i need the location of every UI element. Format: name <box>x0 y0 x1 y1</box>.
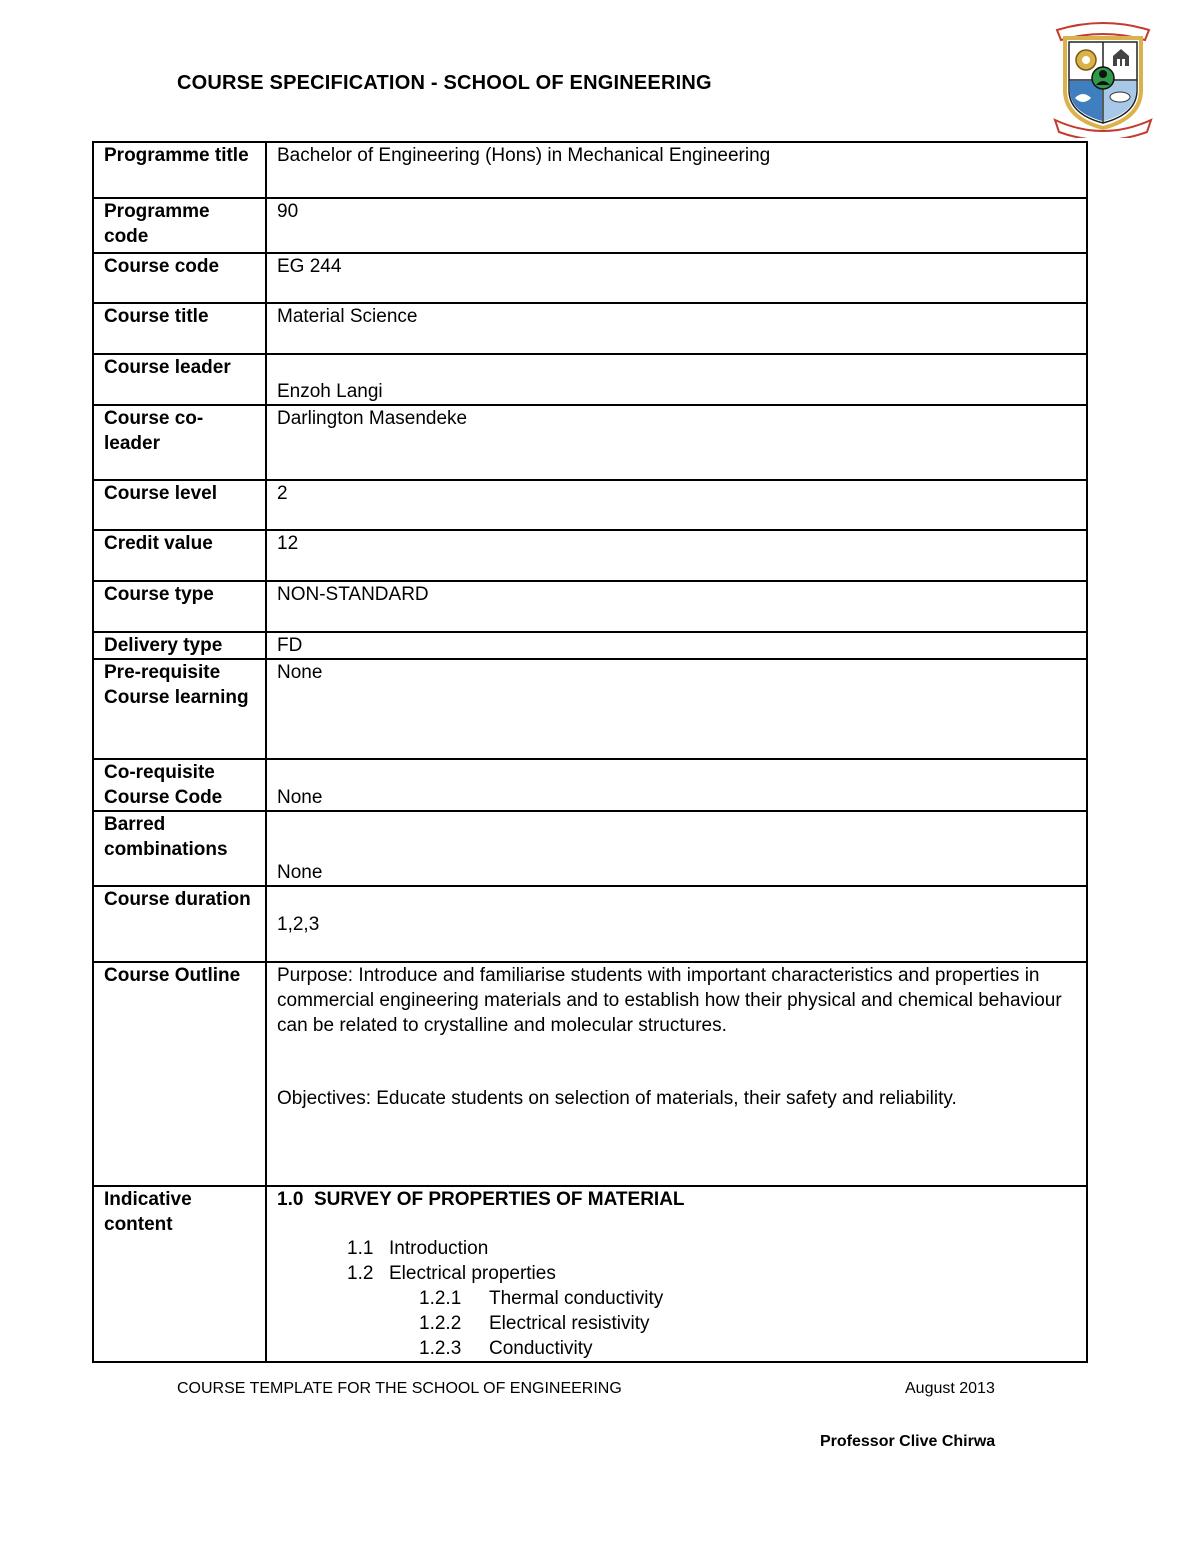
table-row <box>93 962 1087 1186</box>
table-row <box>93 354 1087 405</box>
table-row <box>93 581 1087 632</box>
row-label: Programme code <box>93 198 266 253</box>
row-value: None <box>266 659 1087 759</box>
section-heading <box>277 1187 1076 1212</box>
list-item <box>277 1311 1076 1336</box>
table-row <box>93 303 1087 354</box>
objectives-text: Objectives: Educate students on selection of materials, their safety and reliability. <box>277 1088 957 1109</box>
item-number: 1.1 <box>347 1238 374 1259</box>
table-row <box>93 253 1087 303</box>
course-outline-cell <box>266 962 1087 1186</box>
item-text: Electrical properties <box>389 1263 556 1284</box>
row-value: Enzoh Langi <box>266 354 1087 405</box>
row-value: None <box>266 811 1087 886</box>
item-text: Introduction <box>389 1238 489 1259</box>
row-label: Indicative content <box>93 1186 266 1362</box>
purpose-text: Purpose: Introduce and familiarise students with important characteristics and properties in commercial engineering materials and to establish how their physical and chemical behaviour can be related to crystalline and molecular structures. <box>277 965 1062 1036</box>
row-value: Darlington Masendeke <box>266 405 1087 480</box>
signature-name: Professor Clive Chirwa <box>820 1433 996 1450</box>
table-row <box>93 632 1087 659</box>
item-number: 1.2.3 <box>419 1338 462 1359</box>
table-row <box>93 530 1087 581</box>
row-label: Course leader <box>93 354 266 405</box>
row-label: Delivery type <box>93 632 266 659</box>
row-label: Course co-leader <box>93 405 266 480</box>
row-value: NON-STANDARD <box>266 581 1087 632</box>
table-row <box>93 480 1087 530</box>
row-value: 2 <box>266 480 1087 530</box>
table-row <box>93 659 1087 759</box>
row-label: Course type <box>93 581 266 632</box>
footer-date: August 2013 <box>905 1380 995 1397</box>
row-label: Course level <box>93 480 266 530</box>
row-label: Credit value <box>93 530 266 581</box>
table-row <box>93 811 1087 886</box>
row-value: None <box>266 759 1087 811</box>
row-label: Co-requisite Course Code <box>93 759 266 811</box>
list-item <box>277 1336 1076 1361</box>
item-text: Thermal conductivity <box>489 1288 664 1309</box>
list-item <box>277 1236 1076 1261</box>
section-number: 1.0 <box>277 1189 304 1210</box>
table-row <box>93 1186 1087 1362</box>
page-title: COURSE SPECIFICATION - SCHOOL OF ENGINEERING <box>177 72 712 94</box>
row-value: Material Science <box>266 303 1087 354</box>
footer-template-text: COURSE TEMPLATE FOR THE SCHOOL OF ENGINEERING <box>177 1380 622 1397</box>
row-value: 90 <box>266 198 1087 253</box>
row-label: Programme title <box>93 142 266 198</box>
table-row <box>93 198 1087 253</box>
section-title: SURVEY OF PROPERTIES OF MATERIAL <box>313 1189 685 1210</box>
row-value: EG 244 <box>266 253 1087 303</box>
list-item <box>277 1286 1076 1311</box>
table-row <box>93 886 1087 962</box>
table-row <box>93 759 1087 811</box>
row-label: Course title <box>93 303 266 354</box>
item-number: 1.2 <box>347 1263 374 1284</box>
row-label: Barred combinations <box>93 811 266 886</box>
table-row <box>93 405 1087 480</box>
row-value: 12 <box>266 530 1087 581</box>
row-label: Course Outline <box>93 962 266 1186</box>
row-label: Course duration <box>93 886 266 962</box>
table-row <box>93 142 1087 198</box>
item-text: Electrical resistivity <box>489 1313 650 1334</box>
row-label: Course code <box>93 253 266 303</box>
row-value: 1,2,3 <box>266 886 1087 962</box>
indicative-content-cell <box>266 1186 1087 1362</box>
course-spec-table <box>92 141 1088 1363</box>
row-value: Bachelor of Engineering (Hons) in Mechanical Engineering <box>266 142 1087 198</box>
item-number: 1.2.2 <box>419 1313 462 1334</box>
list-item <box>277 1261 1076 1286</box>
row-value: FD <box>266 632 1087 659</box>
item-text: Conductivity <box>489 1338 593 1359</box>
item-number: 1.2.1 <box>419 1288 462 1309</box>
row-label: Pre-requisite Course learning <box>93 659 266 759</box>
university-crest-logo <box>1053 20 1153 138</box>
